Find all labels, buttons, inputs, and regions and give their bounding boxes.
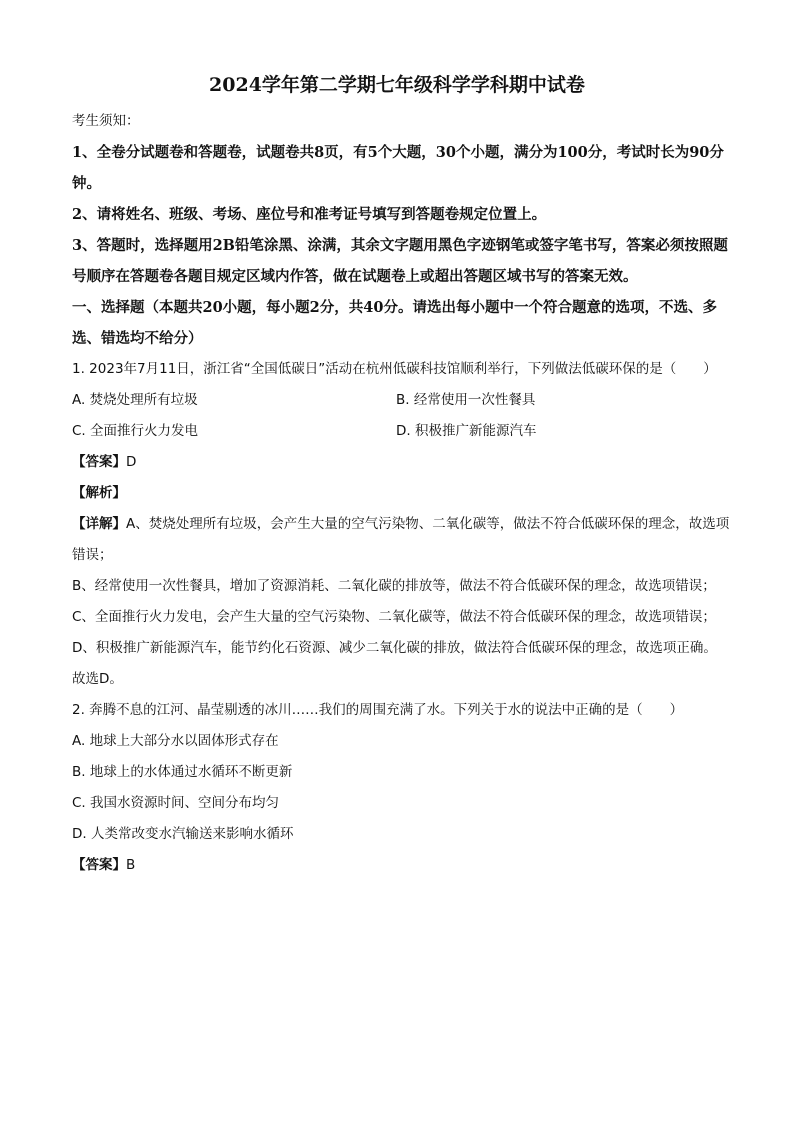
notice-item-1: 1、全卷分试题卷和答题卷，试题卷共8页，有5个大题，30个小题，满分为100分，考试时长为90分钟。 [72,144,724,192]
page-title: 2024学年第二学期七年级科学学科期中试卷 [209,74,585,96]
question-1-option-d: D. 积极推广新能源汽车 [396,423,537,439]
question-1-option-b: B. 经常使用一次性餐具 [396,392,536,408]
question-1-options-row-2 [72,416,732,447]
notice-item-2: 2、请将姓名、班级、考场、座位号和准考证号填写到答题卷规定位置上。 [72,206,547,223]
notice-heading: 考生须知： [72,113,140,129]
section-heading-choice: 一、选择题（本题共20小题，每小题2分，共40分。请选出每小题中一个符合题意的选项，不选、多选、错选均不给分） [72,299,717,347]
answer-label: 【答案】 [72,454,126,470]
question-1-option-a: A. 焚烧处理所有垃圾 [72,392,198,408]
detail-text: A、焚烧处理所有垃圾，会产生大量的空气污染物、二氧化碳等，做法不符合低碳环保的理念，故选项错误； [72,516,730,563]
question-1-detail-a [72,509,732,571]
question-1-conclusion: 故选D。 [72,671,123,687]
question-2-option-d: D. 人类常改变水汽输送来影响水循环 [72,826,294,842]
notice-item-3: 3、答题时，选择题用2B铅笔涂黑、涂满，其余文字题用黑色字迹钢笔或签字笔书写，答案必须按照题号顺序在答题卷各题目规定区域内作答，做在试题卷上或超出答题区域书写的答案无效。 [72,237,728,285]
document-body [72,106,732,881]
question-1-detail-b: B、经常使用一次性餐具，增加了资源消耗、二氧化碳的排放等，做法不符合低碳环保的理念，故选项错误； [72,578,716,594]
answer-value: B [126,857,136,873]
answer-value: D [126,454,137,470]
answer-label: 【答案】 [72,857,126,873]
question-2-option-b: B. 地球上的水体通过水循环不断更新 [72,764,293,780]
question-2-option-a: A. 地球上大部分水以固体形式存在 [72,733,279,749]
question-1-options-row-1 [72,385,732,416]
detail-label: 【详解】 [72,516,126,532]
question-1-analysis-label: 【解析】 [72,485,126,501]
question-2-answer [72,850,732,881]
question-1-answer [72,447,732,478]
question-1-detail-d: D、积极推广新能源汽车，能节约化石资源、减少二氧化碳的排放，做法符合低碳环保的理念，故选项正确。 [72,640,717,656]
question-2-option-c: C. 我国水资源时间、空间分布均匀 [72,795,280,811]
question-2-stem: 2. 奔腾不息的江河、晶莹剔透的冰川……我们的周围充满了水。下列关于水的说法中正确的是（ ） [72,702,684,718]
question-1-option-c: C. 全面推行火力发电 [72,423,199,439]
question-1-detail-c: C、全面推行火力发电，会产生大量的空气污染物、二氧化碳等，做法不符合低碳环保的理念，故选项错误； [72,609,716,625]
question-1-stem: 1. 2023年7月11日，浙江省“全国低碳日”活动在杭州低碳科技馆顺利举行，下列做法低碳环保的是（ ） [72,361,717,377]
